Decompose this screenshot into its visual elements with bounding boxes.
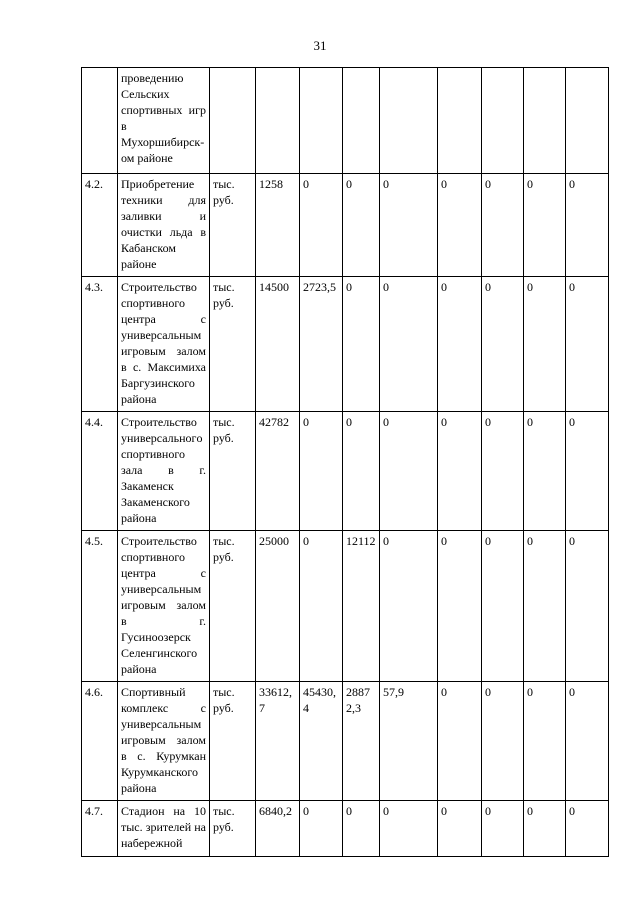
value-cell: 0 (438, 412, 482, 531)
value-cell (482, 68, 524, 174)
value-cell: 0 (343, 801, 380, 857)
value-cell: 1211​2 (343, 531, 380, 682)
value-cell: 0 (482, 682, 524, 801)
value-cell: 0 (438, 531, 482, 682)
value-cell: 0 (524, 412, 566, 531)
value-cell: 0 (380, 412, 438, 531)
value-cell: 0 (566, 174, 609, 277)
value-cell (566, 68, 609, 174)
value-cell: 0 (482, 277, 524, 412)
table-row (82, 531, 609, 682)
item-name-cell: проведению Сельских спортивных игр в Мухоршибирском районе (118, 68, 210, 174)
value-cell (256, 68, 300, 174)
value-cell: 0 (438, 801, 482, 857)
value-cell: 2887​2,3 (343, 682, 380, 801)
value-cell (300, 68, 343, 174)
item-id-cell: 4.6. (82, 682, 118, 801)
value-cell: 1258 (256, 174, 300, 277)
value-cell: 0 (300, 412, 343, 531)
value-cell: 0 (524, 682, 566, 801)
value-cell: 0 (343, 174, 380, 277)
value-cell: 0 (566, 277, 609, 412)
value-cell: 6840,2 (256, 801, 300, 857)
value-cell: 0 (524, 531, 566, 682)
item-name-cell: Спортивный комплекс с универсальным игровым залом в с. Курумкан Курумканского района (118, 682, 210, 801)
value-cell: 0 (566, 531, 609, 682)
unit-cell: тыс. руб. (210, 801, 256, 857)
table-row (82, 801, 609, 857)
value-cell: 42782 (256, 412, 300, 531)
value-cell: 0 (524, 174, 566, 277)
value-cell: 0 (300, 801, 343, 857)
value-cell: 0 (482, 801, 524, 857)
unit-cell: тыс. руб. (210, 174, 256, 277)
table-row (82, 68, 609, 174)
unit-cell (210, 68, 256, 174)
value-cell (343, 68, 380, 174)
table-row (82, 277, 609, 412)
value-cell: 0 (380, 277, 438, 412)
value-cell: 0 (566, 412, 609, 531)
value-cell: 0 (482, 412, 524, 531)
table-row (82, 412, 609, 531)
value-cell: 0 (438, 277, 482, 412)
item-id-cell: 4.5. (82, 531, 118, 682)
value-cell: 0 (438, 174, 482, 277)
value-cell: 0 (380, 801, 438, 857)
item-name-cell: Строительство спортивного центра с универсальным игровым залом в с. Максимиха Баргузинского района (118, 277, 210, 412)
item-id-cell: 4.4. (82, 412, 118, 531)
item-id-cell: 4.2. (82, 174, 118, 277)
item-id-cell: 4.3. (82, 277, 118, 412)
table-row (82, 174, 609, 277)
unit-cell: тыс. руб. (210, 412, 256, 531)
value-cell (380, 68, 438, 174)
item-name-cell: Строительство спортивного центра с универсальным игровым залом в г. Гусиноозерск Селенгинского района (118, 531, 210, 682)
value-cell: 0 (343, 412, 380, 531)
value-cell: 0 (300, 531, 343, 682)
value-cell: 57,9 (380, 682, 438, 801)
item-name-cell: Приобретение техники для заливки и очистки льда в Кабанском районе (118, 174, 210, 277)
budget-table (81, 67, 609, 857)
item-name-cell: Стадион на 10 тыс. зрителей на набережной (118, 801, 210, 857)
value-cell: 0 (482, 174, 524, 277)
table-row (82, 682, 609, 801)
value-cell: 0 (343, 277, 380, 412)
value-cell: 0 (524, 277, 566, 412)
item-id-cell (82, 68, 118, 174)
value-cell: 0 (524, 801, 566, 857)
value-cell: 0 (566, 801, 609, 857)
value-cell: 0 (566, 682, 609, 801)
item-id-cell: 4.7. (82, 801, 118, 857)
value-cell: 0 (300, 174, 343, 277)
value-cell (438, 68, 482, 174)
item-name-cell: Строительство универсальногo спортивного зала в г. Закаменск Закаменского района (118, 412, 210, 531)
value-cell: 2723,5 (300, 277, 343, 412)
page-number: 31 (313, 38, 327, 53)
value-cell: 33612,​7 (256, 682, 300, 801)
unit-cell: тыс. руб. (210, 277, 256, 412)
unit-cell: тыс. руб. (210, 682, 256, 801)
value-cell: 0 (380, 174, 438, 277)
value-cell: 25000 (256, 531, 300, 682)
value-cell (524, 68, 566, 174)
unit-cell: тыс. руб. (210, 531, 256, 682)
table-body (82, 68, 609, 857)
value-cell: 0 (438, 682, 482, 801)
value-cell: 14500 (256, 277, 300, 412)
value-cell: 0 (380, 531, 438, 682)
value-cell: 45430,​4 (300, 682, 343, 801)
value-cell: 0 (482, 531, 524, 682)
